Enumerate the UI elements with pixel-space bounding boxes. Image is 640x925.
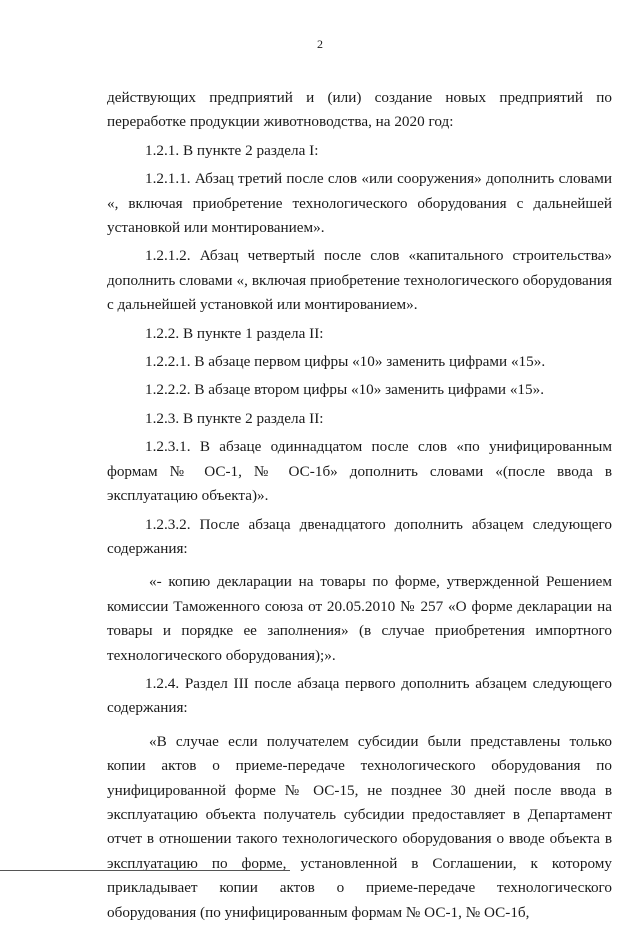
document-body: [107, 86, 612, 925]
paragraph-1-2-2-1: 1.2.2.1. В абзаце первом цифры «10» заменить цифрами «15».: [145, 353, 546, 371]
paragraph-1-2-1: 1.2.1. В пункте 2 раздела I:: [145, 141, 319, 159]
paragraph-1-2-2: 1.2.2. В пункте 1 раздела II:: [145, 324, 324, 342]
paragraph-1-2-4: 1.2.4. Раздел III после абзаца первого дополнить абзацем следующего содержания:: [107, 674, 612, 717]
paragraph-1-2-3-2: 1.2.3.2. После абзаца двенадцатого дополнить абзацем следующего содержания:: [107, 515, 612, 557]
page-number: 2: [317, 37, 323, 51]
page-bottom-divider: [0, 870, 290, 871]
quoted-paragraph-report: «В случае если получателем субсидии были представлены только копии актов о приеме-передаче технологического оборудования по унифицированной форме № ОС-15, не позднее 30 дней после ввода в эксплуатацию объекта получатель субсидии предоставляет в Департамент отчет в отношении такого технологического оборудования о вводе объекта в эксплуатацию по форме, установленной в Соглашении, к которому прикладывает копии актов о приеме-передаче технологического оборудования (по унифицированным формам № ОС-1, № ОС-1б,: [107, 732, 612, 921]
paragraph-1-2-1-1: 1.2.1.1. Абзац третий после слов «или сооружения» дополнить словами «, включая приобретение технологического оборудования с дальнейшей установкой или монтированием».: [107, 170, 612, 237]
quoted-paragraph-declaration: «- копию декларации на товары по форме, утвержденной Решением комиссии Таможенного союза от 20.05.2010 № 257 «О форме декларации на товары и порядке ее заполнения» (в случае приобретения импортного технологического оборудования);».: [107, 573, 612, 664]
paragraph-1-2-2-2: 1.2.2.2. В абзаце втором цифры «10» заменить цифрами «15».: [145, 381, 544, 399]
paragraph-intro: действующих предприятий и (или) создание новых предприятий по переработке продукции животноводства, на 2020 год:: [107, 89, 612, 131]
paragraph-1-2-3: 1.2.3. В пункте 2 раздела II:: [145, 409, 324, 427]
paragraph-1-2-1-2: 1.2.1.2. Абзац четвертый после слов «капитального строительства» дополнить словами «, включая приобретение технологического оборудования с дальнейшей установкой или монтированием».: [107, 247, 612, 314]
paragraph-1-2-3-1: 1.2.3.1. В абзаце одиннадцатом после слов «по унифицированным формам № ОС-1, № ОС-1б» дополнить словами «(после ввода в эксплуатацию объекта)».: [107, 438, 612, 505]
